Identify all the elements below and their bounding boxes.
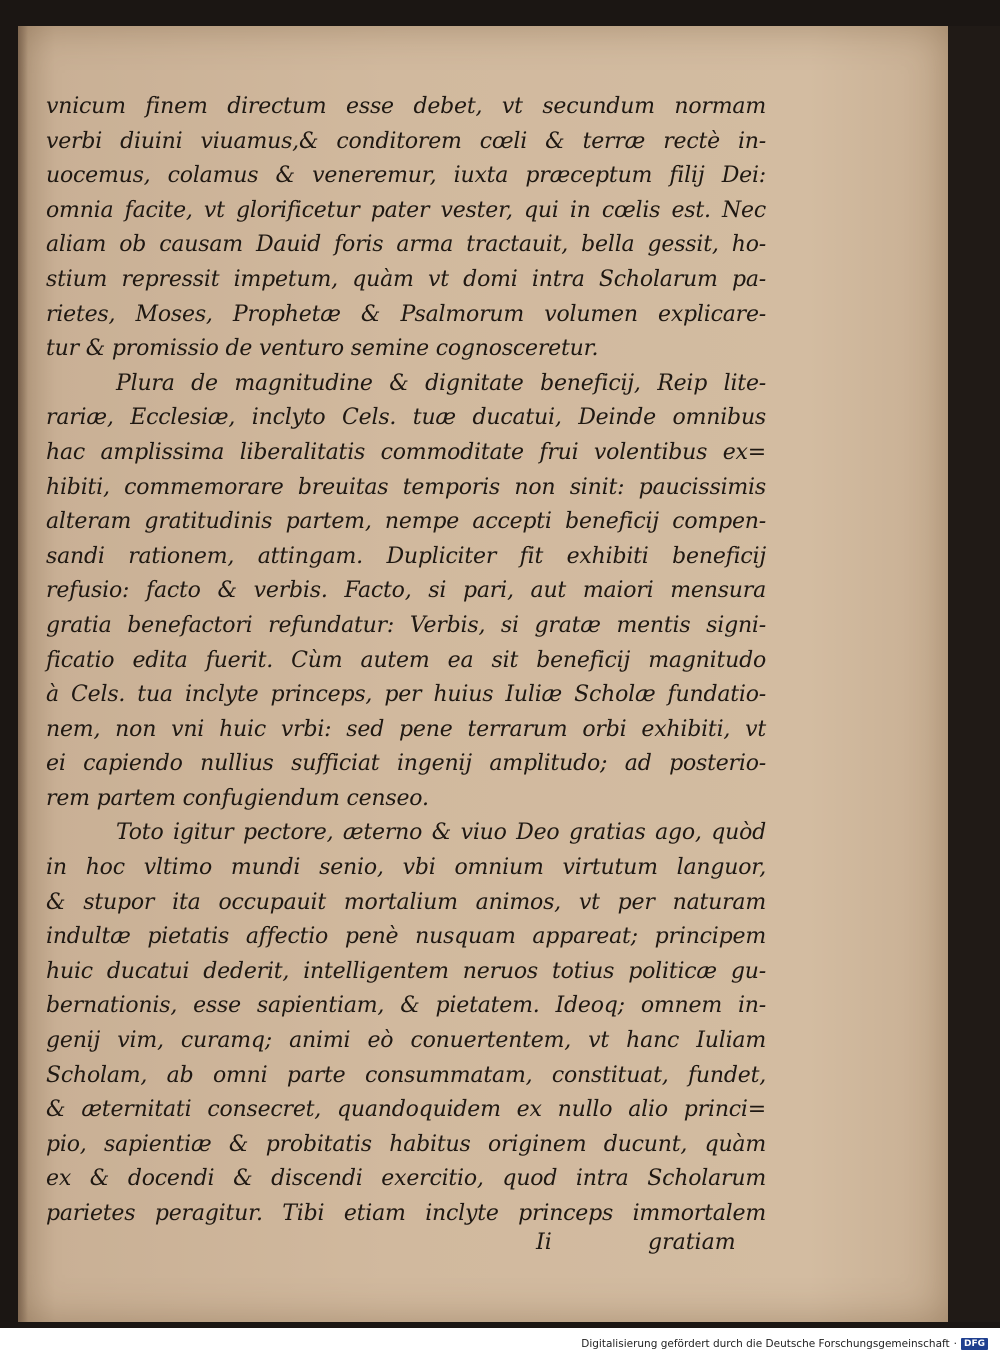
text-line: ex & docendi & discendi exercitio, quod intra Scholarum bbox=[46, 1166, 766, 1192]
text-line: indultæ pietatis affectio penè nusquam appareat; principem bbox=[46, 924, 766, 950]
signature-mark: Ii bbox=[536, 1230, 552, 1255]
text-line: tur & promissio de venturo semine cognosceretur. bbox=[46, 336, 599, 362]
text-line: alteram gratitudinis partem, nempe accepti beneficij compen- bbox=[46, 509, 766, 535]
text-line: pio, sapientiæ & probitatis habitus originem ducunt, quàm bbox=[46, 1131, 766, 1157]
text-line: nem, non vni huic vrbi: sed pene terrarum orbi exhibiti, vt bbox=[46, 716, 766, 742]
text-line: vnicum finem directum esse debet, vt secundum normam bbox=[46, 94, 766, 119]
text-line: parietes peragitur. Tibi etiam inclyte princeps immortalem bbox=[46, 1201, 766, 1226]
text-line: genij vim, curamq; animi eò conuertentem, vt hanc Iuliam bbox=[46, 1028, 766, 1054]
text-line: hac amplissima liberalitatis commoditate frui volentibus ex= bbox=[46, 439, 766, 465]
scan-right-edge bbox=[948, 26, 1000, 1322]
page-gutter-shadow bbox=[18, 26, 28, 1322]
text-line: ei capiendo nullius sufficiat ingenij amplitudo; ad posterio- bbox=[46, 751, 766, 777]
text-line: & æternitati consecret, quandoquidem ex nullo alio princi= bbox=[46, 1097, 766, 1123]
text-line: omnia facite, vt glorificetur pater vester, qui in cœlis est. Nec bbox=[46, 197, 766, 223]
text-line: refusio: facto & verbis. Facto, si pari, aut maiori mensura bbox=[46, 578, 766, 604]
text-line: rem partem confugiendum censeo. bbox=[46, 785, 429, 811]
text-line: in hoc vltimo mundi senio, vbi omnium virtutum languor, bbox=[46, 855, 766, 881]
text-line: à Cels. tua inclyte princeps, per huius Iuliæ Scholæ fundatio- bbox=[46, 682, 766, 708]
text-line: rietes, Moses, Prophetæ & Psalmorum volumen explicare- bbox=[46, 301, 766, 327]
text-line: uocemus, colamus & veneremur, iuxta præceptum filij Dei: bbox=[46, 163, 766, 189]
text-line: verbi diuini viuamus,& conditorem cœli & terræ rectè in- bbox=[46, 128, 766, 154]
text-line: ficatio edita fuerit. Cùm autem ea sit beneficij magnitudo bbox=[46, 647, 766, 673]
text-line: sandi rationem, attingam. Dupliciter fit exhibiti beneficij bbox=[46, 543, 766, 569]
digitization-credit bbox=[581, 1337, 988, 1351]
catchword: gratiam bbox=[648, 1230, 736, 1255]
book-page bbox=[18, 26, 948, 1322]
text-line: Scholam, ab omni parte consummatam, constituat, fundet, bbox=[46, 1062, 766, 1088]
paragraph-first-line: Plura de magnitudine & dignitate beneficij, Reip lite- bbox=[116, 370, 766, 396]
body-text bbox=[46, 90, 766, 1232]
paragraph-first-line: Toto igitur pectore, æterno & viuo Deo gratias ago, quòd bbox=[116, 820, 766, 846]
text-line: aliam ob causam Dauid foris arma tractauit, bella gessit, ho- bbox=[46, 232, 766, 258]
dfg-logo-icon: DFG bbox=[961, 1338, 988, 1350]
footer-credit-text: Digitalisierung gefördert durch die Deutsche Forschungsgemeinschaft bbox=[581, 1338, 950, 1350]
text-line: stium repressit impetum, quàm vt domi intra Scholarum pa- bbox=[46, 266, 766, 292]
text-line: huic ducatui dederit, intelligentem neruos totius politicæ gu- bbox=[46, 958, 766, 984]
text-line: & stupor ita occupauit mortalium animos, vt per naturam bbox=[46, 889, 766, 915]
text-line: rariæ, Ecclesiæ, inclyto Cels. tuæ ducatui, Deinde omnibus bbox=[46, 405, 766, 431]
footer-separator: · bbox=[953, 1338, 957, 1350]
text-line: bernationis, esse sapientiam, & pietatem. Ideoq; omnem in- bbox=[46, 993, 766, 1019]
text-line: hibiti, commemorare breuitas temporis non sinit: paucissimis bbox=[46, 474, 766, 500]
text-line: gratia benefactori refundatur: Verbis, si gratæ mentis signi- bbox=[46, 612, 766, 638]
